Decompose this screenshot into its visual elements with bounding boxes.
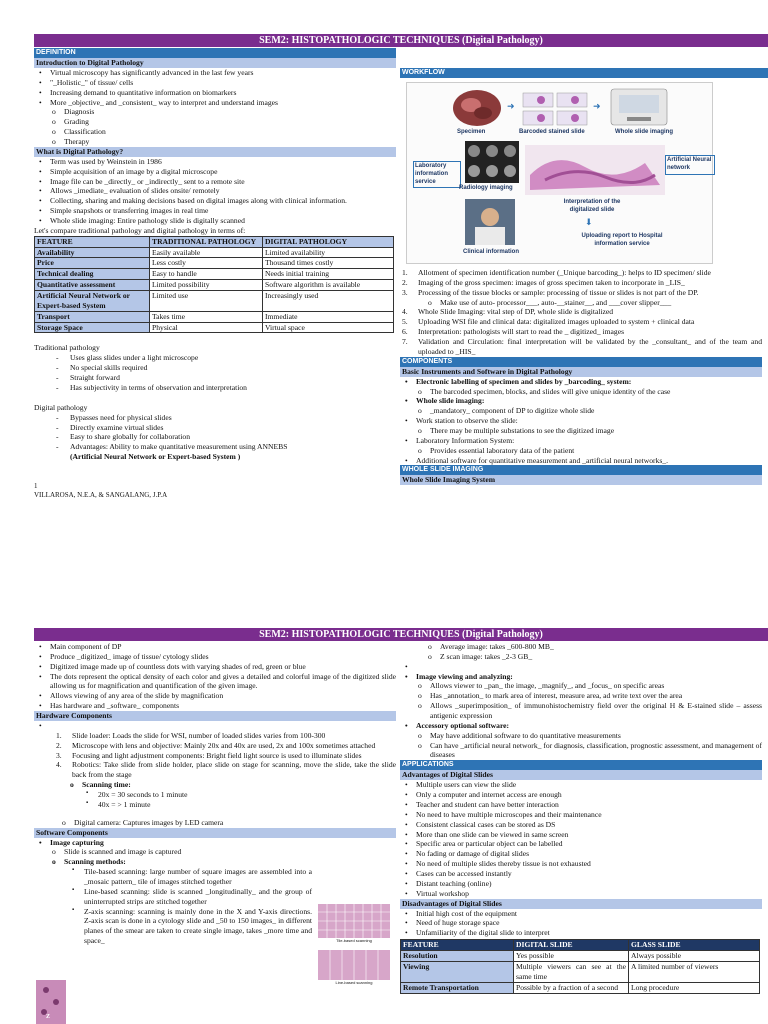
digitized-slide-image [525, 145, 665, 195]
table-cell: Software algorithm is available [263, 280, 394, 291]
table-cell: Storage Space [35, 322, 150, 333]
list-item: • Initial high cost of the equipment [416, 909, 762, 919]
table-row [401, 951, 760, 962]
lis-label: Laboratory information service [413, 161, 461, 188]
list-item: • Digitized image made up of countless dots with varying shades of red, green or blue [50, 662, 396, 672]
intro-list [34, 68, 396, 107]
list-item: o Diagnosis [64, 107, 396, 117]
list-item: o There may be multiple substations to see the digitized image [430, 426, 762, 436]
right-column [400, 68, 768, 485]
intro-sub-list [34, 107, 396, 146]
hardware-title: Hardware Components [34, 711, 396, 721]
list-item: 2. Microscope with lens and objective: Mainly 20x and 40x are used, 2x and 100x sometimes attached [56, 740, 376, 750]
table-cell: Thousand times costly [263, 258, 394, 269]
list-item: o Can have _artificial neural network_ for diagnosis, classification, prognostic assessment, and management of diseases [430, 741, 762, 761]
list-item: o The barcoded specimen, blocks, and slides will give unique identity of the case [430, 387, 762, 397]
table-cell: Limited availability [263, 247, 394, 258]
list-item: 1. Slide loader: Loads the slide for WSI, number of loaded slides varies from 100-300 [56, 730, 326, 740]
table-row [401, 982, 760, 993]
workflow-steps [400, 268, 762, 485]
list-item: o Classification [64, 127, 396, 137]
list-item: • Need of huge storage space [416, 918, 762, 928]
list-item: - Straight forward [70, 373, 396, 383]
list-item: o Slide is scanned and image is captured [64, 847, 396, 857]
list-item: o Z scan image: takes _2-3 GB_ [440, 652, 762, 662]
table-cell: Remote Transportation [401, 982, 514, 993]
list-item: • Allows viewing of any area of the slide by magnification [50, 691, 396, 701]
list-item: • Electronic labelling of specimen and slides by _barcoding_ system: [416, 377, 762, 387]
table-header: FEATURE [35, 236, 150, 247]
table-cell: Immediate [263, 311, 394, 322]
list-item: o Average image: takes _600-800 MB_ [440, 642, 762, 652]
software-title: Software Components [34, 828, 396, 838]
components-title: Basic Instruments and Software in Digital Pathology [400, 367, 762, 377]
wsi-bar: WHOLE SLIDE IMAGING [400, 465, 762, 475]
upload-label: Uploading report to Hospital information service [581, 233, 663, 247]
table-cell: Yes possible [514, 951, 629, 962]
table-row [401, 961, 760, 982]
table-row [35, 311, 394, 322]
table-cell: Limited use [150, 291, 263, 312]
list-item: ▪ 20x = 30 seconds to 1 minute [98, 790, 396, 800]
list-item: o May have additional software to do quantitative measurements [430, 731, 762, 741]
interp-label: Interpretation of the digitalized slide [563, 199, 621, 213]
list-item: • Multiple users can view the slide [416, 780, 762, 790]
list-item: • Consistent classical cases can be stored as DS [416, 820, 762, 830]
table-cell: Technical dealing [35, 269, 150, 280]
table-cell: Needs initial training [263, 269, 394, 280]
list-item: • Work station to observe the slide: [416, 416, 762, 426]
table-row [35, 258, 394, 269]
table-row [35, 280, 394, 291]
traditional-title: Traditional pathology [34, 343, 100, 353]
barcoded-slide-image [521, 89, 589, 129]
table-row [35, 291, 394, 312]
disadvantages-title: Disadvantages of Digital Slides [400, 899, 762, 909]
table-cell: Availability [35, 247, 150, 258]
list-item: o Provides essential laboratory data of the patient [430, 446, 762, 456]
list-item: o Grading [64, 117, 396, 127]
list-item: • Accessory optional software: [416, 721, 762, 731]
list-item: o Therapy [64, 137, 396, 147]
digital-title: Digital pathology [34, 402, 88, 412]
list-item: ▪ Z-axis scanning: scanning is mainly done in the X and Y-axis directions. Z-axis scan is done in a cytology slide and _50 to 150 images_ in different planes of the smear are taken to create single image, takes _more time and space_ [84, 907, 312, 946]
list-item: • Term was used by Weinstein in 1986 [50, 157, 396, 167]
left-column [34, 642, 396, 946]
list-item: - Uses glass slides under a light microscope [70, 353, 396, 363]
list-item: 6. Interpretation: pathologists will start to read the _ digitized_ images [402, 327, 625, 337]
list-item: • Main component of DP [50, 642, 396, 652]
list-item: - Advantages: Ability to make quantitative measurement using ANNEBS [70, 442, 396, 452]
table-cell: Possible by a fraction of a second [514, 982, 629, 993]
list-item: 2. Imaging of the gross specimen: images of gross specimen taken to incorporate in _LIS_ [402, 277, 685, 287]
arrow-icon: ➜ [593, 101, 601, 111]
compare-table [34, 236, 394, 334]
list-item: • Has hardware and _software_ components [50, 701, 396, 711]
table-row [35, 247, 394, 258]
z-axis-thumb [36, 980, 66, 1024]
list-item: • Simple snapshots or transferring images in real time [50, 206, 396, 216]
what-title: What is Digital Pathology? [34, 147, 396, 157]
list-item: - Bypasses need for physical slides [70, 413, 396, 423]
table-header: TRADITIONAL PATHOLOGY [150, 236, 263, 247]
list-item: 3. Processing of the tissue blocks or sample: processing of tissue or slides is not part of the DP. [402, 287, 699, 297]
page-2 [0, 626, 768, 1024]
table-cell: Easily available [150, 247, 263, 258]
list-item: • Virtual microscopy has significantly advanced in the last few years [50, 68, 396, 78]
table-cell: Less costly [150, 258, 263, 269]
table-header: GLASS SLIDE [629, 940, 760, 951]
barcoded-label: Barcoded stained slide [519, 129, 585, 135]
table-cell: Multiple viewers can see at the same time [514, 961, 629, 982]
list-item: • No fading or damage of digital slides [416, 849, 762, 859]
z-label: Z [46, 1014, 51, 1020]
list-item: - Easy to share globally for collaboration [70, 432, 396, 442]
wsi-system-title: Whole Slide Imaging System [400, 475, 762, 485]
list-item: • Whole slide imaging: Entire pathology slide is digitally scanned [50, 216, 396, 226]
list-item: o Make use of auto- processor___, auto-__stainer__, and ___cover slipper___ [440, 298, 762, 308]
traditional-list [34, 353, 396, 392]
list-item: • Simple acquisition of an image by a digital microscope [50, 167, 396, 177]
wsi-label: Whole slide imaging [615, 129, 674, 135]
table-row [35, 322, 394, 333]
right-column [400, 642, 762, 994]
list-item: o Allows _superimposition_ of immunohistochemistry field over the original H & E-stained slide – assess antigenic expression [430, 701, 762, 721]
table-cell: Transport [35, 311, 150, 322]
table-cell: Virtual space [263, 322, 394, 333]
clinical-image [465, 199, 515, 245]
table-cell: Increasingly used [263, 291, 394, 312]
slide-table [400, 939, 760, 993]
list-item: • Distant teaching (online) [416, 879, 762, 889]
radiology-label: Radiology imaging [459, 185, 513, 191]
wsi-scanner-image [607, 85, 671, 129]
compare-intro: Let's compare traditional pathology and digital pathology in terms of: [34, 225, 246, 235]
components-bar: COMPONENTS [400, 357, 762, 367]
list-item: 7. Validation and Circulation: final interpretation will be validated by the _consultant_ and of the team and uploaded to _HIS_ [402, 337, 762, 356]
digital-annebs: (Artificial Neural Network or Expert-based System ) [70, 452, 241, 462]
table-cell: Price [35, 258, 150, 269]
advantages-title: Advantages of Digital Slides [400, 770, 762, 780]
list-item: • Cases can be accessed instantly [416, 869, 762, 879]
page-banner: SEM2: HISTOPATHOLOGIC TECHNIQUES (Digital Pathology) [34, 628, 768, 641]
authors: VILLAROSA, N.E.A, & SANGALANG, J.P.A [34, 491, 168, 500]
list-item: o _mandatory_ component of DP to digitize whole slide [430, 406, 762, 416]
list-item: - No special skills required [70, 363, 396, 373]
workflow-bar: WORKFLOW [400, 68, 768, 78]
page-number: 1 [34, 481, 38, 490]
arrow-icon: ➜ [507, 101, 515, 111]
table-cell: Physical [150, 322, 263, 333]
list-item: 4. Robotics: Take slide from slide holder, place slide on stage for scanning, move the slide, take the slide back from the stage [56, 760, 396, 780]
workflow-diagram [406, 82, 713, 264]
list-item: o Scanning methods: [64, 857, 396, 867]
definition-bar: DEFINITION [34, 48, 396, 58]
table-row [35, 269, 394, 280]
list-item: • More than one slide can be viewed in same screen [416, 830, 762, 840]
list-item: • Laboratory Information System: [416, 436, 762, 446]
list-item: - Directly examine virtual slides [70, 423, 396, 433]
list-item: • Specific area or particular object can be labelled [416, 839, 762, 849]
ann-label: Artificial Neural network [665, 155, 715, 175]
digital-list [34, 413, 396, 452]
list-item: o Allows viewer to _pan_ the image, _magnify_, and _focus_ on specific areas [430, 681, 762, 691]
applications-bar: APPLICATIONS [400, 760, 762, 770]
list-item: • Collecting, sharing and making decisions based on digital images along with clinical information. [50, 196, 396, 206]
table-cell: Resolution [401, 951, 514, 962]
radiology-image [465, 141, 519, 183]
list-item: • Produce _digitized_ image of tissue/ cytology slides [50, 652, 396, 662]
list-item: ▪ 40x = > 1 minute [98, 800, 396, 810]
what-list [34, 157, 396, 226]
list-item: • Unfamiliarity of the digital slide to interpret [416, 928, 762, 938]
list-item: • Teacher and student can have better interaction [416, 800, 762, 810]
left-column [34, 48, 396, 500]
list-item: 4. Whole Slide Imaging: vital step of DP, whole slide is digitalized [402, 307, 614, 317]
list-item: o Scanning time: [82, 780, 396, 790]
table-cell: Viewing [401, 961, 514, 982]
list-item [50, 721, 396, 731]
list-item: - Has subjectivity in terms of observation and interpretation [70, 383, 396, 393]
list-item: • No need to have multiple microscopes and their maintenance [416, 810, 762, 820]
table-cell: Takes time [150, 311, 263, 322]
list-item: • No need of multiple slides thereby tissue is not exhausted [416, 859, 762, 869]
list-item [416, 662, 762, 672]
table-cell: Limited possibility [150, 280, 263, 291]
list-item: • More _objective_ and _consistent_ way to interpret and understand images [50, 98, 396, 108]
arrow-down-icon: ⬇ [585, 217, 593, 227]
list-item: • Only a computer and internet access are enough [416, 790, 762, 800]
clinical-label: Clinical information [463, 249, 520, 255]
list-item: ▪ Line-based scanning: slide is scanned _longitudinally_ and the group of uninterrupted strips are stitched together [84, 887, 312, 907]
table-cell: Artificial Neural Network or Expert-based System [35, 291, 150, 312]
list-item: • Virtual workshop [416, 889, 762, 899]
list-item: 3. Focusing and light adjustment components: Bright field light source is used to illuminate slides [56, 750, 362, 760]
list-item: • Increasing demand to quantitative information on biomarkers [50, 88, 396, 98]
specimen-image [451, 87, 503, 129]
list-item: • Additional software for quantitative measurement and _artificial neural networks_. [416, 456, 762, 466]
list-item: o Has _annotation_ to mark area of interest, measure area, ad write text over the area [430, 691, 762, 701]
intro-title: Introduction to Digital Pathology [34, 58, 396, 68]
list-item: • "_Holistic_" of tissue/ cells [50, 78, 396, 88]
list-item: • The dots represent the optical density of each color and gives a detailed and colorful image of the digitized slide allowing us for magnification and quantification of the given image. [50, 672, 396, 692]
table-cell: Always possible [629, 951, 760, 962]
table-cell: Long procedure [629, 982, 760, 993]
list-item: • Whole slide imaging: [416, 396, 762, 406]
list-item: ▪ Tile-based scanning: large number of square images are assembled into a _mosaic pattern_ tile of images stitched together [84, 867, 312, 887]
list-item: • Image capturing [50, 838, 396, 848]
page-banner: SEM2: HISTOPATHOLOGIC TECHNIQUES (Digital Pathology) [34, 34, 768, 47]
table-header: FEATURE [401, 940, 514, 951]
table-cell: A limited number of viewers [629, 961, 760, 982]
thumb-label: Line-based scanning [335, 980, 373, 985]
list-item: • Image file can be _directly_ or _indirectly_ sent to a remote site [50, 177, 396, 187]
list-item: • Image viewing and analyzing: [416, 672, 762, 682]
list-item: 1. Allotment of specimen identification number (_Unique barcoding_): helps to ID specimen/ slide [402, 268, 711, 277]
table-cell: Easy to handle [150, 269, 263, 280]
specimen-label: Specimen [457, 129, 486, 135]
table-cell: Quantitative assessment [35, 280, 150, 291]
thumb-label: Tile-based scanning [336, 938, 372, 943]
table-header: DIGITAL PATHOLOGY [263, 236, 394, 247]
list-item: o Digital camera: Captures images by LED camera [74, 818, 396, 828]
list-item: • Allows _imediate_ evaluation of slides onsite/ remotely [50, 186, 396, 196]
list-item: 5. Uploading WSI file and clinical data: digitalized images uploaded to system + clinical data [402, 317, 695, 327]
table-header: DIGITAL SLIDE [514, 940, 629, 951]
